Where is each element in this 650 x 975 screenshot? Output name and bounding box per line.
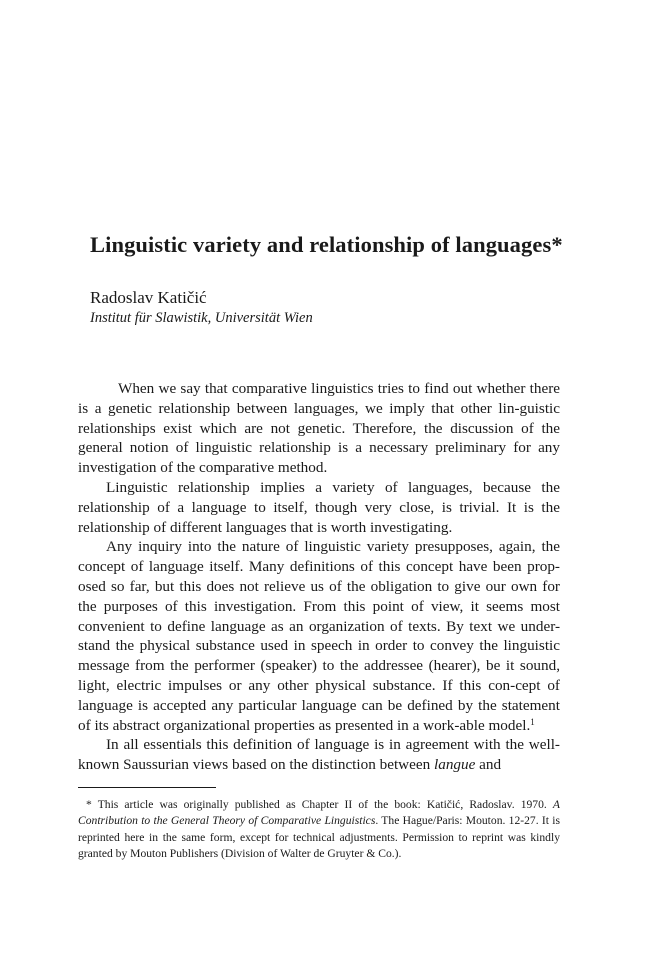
author-affiliation: Institut für Slawistik, Universität Wien	[90, 310, 313, 326]
paragraph-2-text: Linguistic relationship implies a variety of languages, because the relationship of a language to itself, though very close, is trivial. It is the relationship of different languages that is worth investigating.	[78, 478, 560, 536]
footnote-separator	[78, 787, 216, 788]
footnote-book-title: A Contribution to the General Theory of Comparative Linguistics	[78, 798, 560, 828]
article-body	[78, 379, 560, 775]
page	[78, 0, 563, 975]
footnote-mark: *	[86, 798, 92, 811]
author-name: Radoslav Katičić	[90, 288, 207, 307]
paragraph-3	[78, 537, 560, 735]
footnote-text-2: . The Hague/Paris: Mouton. 12-27. It is reprinted here in the same form, except for technical adjustments. Permission to reprint was kindly granted by Mouton Publishers (Division of Walter de Gruyter & Co.).	[78, 814, 560, 861]
footnote	[78, 797, 560, 863]
paragraph-1	[78, 379, 560, 478]
paragraph-4	[78, 735, 560, 775]
paragraph-4-text-end: and	[475, 756, 502, 774]
article-title: Linguistic variety and relationship of languages*	[90, 232, 563, 257]
paragraph-3-text: Any inquiry into the nature of linguistic variety presupposes, again, the concept of language itself. Many definitions of this concept have been prop-osed so far, but this does not relieve us of the obligation to give our own for the purposes of this investigation. From this point of view, it seems most convenient to define language as an organization of texts. By text we under-stand the physical substance used in speech in order to convey the linguistic message from the performer (speaker) to the addressee (hearer), be it sound, light, electric impulses or any other physical substance. If this con-cept of language is accepted any particular language can be defined by the statement of its abstract organizational properties as presented in a work-able model.	[78, 538, 560, 734]
footnote-text-1: This article was originally published as Chapter II of the book: Katičić, Radoslav. 1970.	[97, 798, 553, 811]
paragraph-1-text: When we say that comparative linguistics tries to find out whether there is a genetic relationship between languages, we imply that other lin-guistic relationships exist which are not genetic. Therefore, the discussion of the general notion of linguistic relationship is a necessary preliminary for any investigation of the comparative method.	[78, 380, 560, 477]
paragraph-4-term-langue: langue	[434, 756, 476, 774]
footnote-ref-1: 1	[530, 716, 535, 727]
paragraph-4-text-start: In all essentials this definition of language is in agreement with the well-known Saussurian views based on the distinction between	[78, 736, 560, 774]
paragraph-2	[78, 478, 560, 537]
